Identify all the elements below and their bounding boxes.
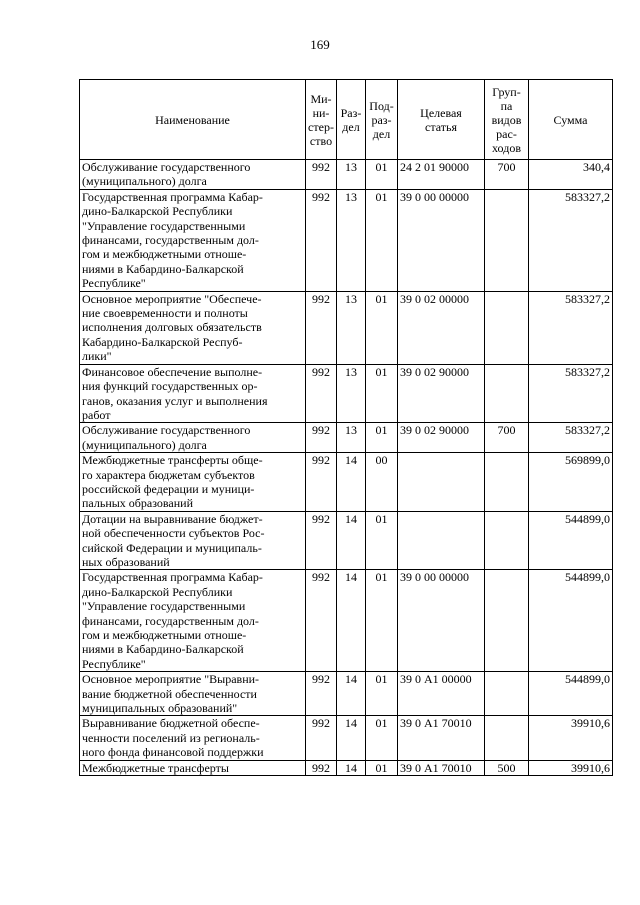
row-subsection: 01 <box>366 189 398 291</box>
row-subsection: 00 <box>366 453 398 512</box>
row-target <box>398 453 485 512</box>
table-body <box>80 160 613 776</box>
row-expense-group: 700 <box>485 160 529 190</box>
row-name-line: гом и межбюджетными отноше- <box>82 628 247 642</box>
table-row <box>80 160 613 190</box>
row-subsection: 01 <box>366 423 398 453</box>
row-sum: 544899,0 <box>529 672 613 716</box>
table-row <box>80 423 613 453</box>
header-section <box>337 80 366 160</box>
header-line: ходов <box>492 140 521 155</box>
row-section: 14 <box>337 672 366 716</box>
row-name-line: Кабардино-Балкарской Респуб- <box>82 334 243 349</box>
row-expense-group <box>485 453 529 512</box>
row-name-line: Основное мероприятие "Выравни- <box>82 672 260 687</box>
row-sum: 583327,2 <box>529 291 613 364</box>
header-line: рас- <box>496 126 517 141</box>
row-subsection: 01 <box>366 160 398 190</box>
table-row <box>80 672 613 716</box>
row-name-line: Государственная программа Кабар- <box>82 570 263 585</box>
row-name-line: российской федерации и муници- <box>82 481 255 496</box>
row-sum: 583327,2 <box>529 189 613 291</box>
row-name-line: ного фонда финансовой поддержки <box>82 745 264 760</box>
header-line: Раз- <box>340 105 362 120</box>
table-header-row <box>80 80 613 160</box>
header-line: дел <box>342 119 360 134</box>
row-name <box>80 672 306 716</box>
row-subsection: 01 <box>366 672 398 716</box>
row-expense-group: 500 <box>485 760 529 775</box>
row-section: 13 <box>337 160 366 190</box>
row-target: 39 0 А1 00000 <box>398 672 485 716</box>
row-name-line: Межбюджетные трансферты обще- <box>82 453 263 468</box>
row-name-line: (муниципального) долга <box>82 174 207 189</box>
row-name-line: Финансовое обеспечение выполне- <box>82 364 263 379</box>
row-section: 14 <box>337 716 366 760</box>
row-name-line: Дотации на выравнивание бюджет- <box>82 511 263 526</box>
row-name-line: ной обеспеченности субъектов Рос- <box>82 526 265 541</box>
row-sum: 544899,0 <box>529 511 613 570</box>
row-name-line: финансами, государственным дол- <box>82 233 259 248</box>
row-target: 24 2 01 90000 <box>398 160 485 190</box>
row-name-line: "Управление государственными <box>82 218 246 233</box>
row-name-line: Межбюджетные трансферты <box>82 760 229 775</box>
row-sum: 583327,2 <box>529 364 613 423</box>
table-row <box>80 511 613 570</box>
row-name-line: муниципальных образований" <box>82 701 238 716</box>
row-name-line: Основное мероприятие "Обеспече- <box>82 291 262 306</box>
row-section: 14 <box>337 760 366 775</box>
row-subsection: 01 <box>366 364 398 423</box>
row-name-line: Обслуживание государственного <box>82 160 251 174</box>
row-expense-group <box>485 672 529 716</box>
page-number: 169 <box>310 37 330 52</box>
row-sum: 340,4 <box>529 160 613 190</box>
row-subsection: 01 <box>366 511 398 570</box>
table-row <box>80 570 613 672</box>
row-expense-group: 700 <box>485 423 529 453</box>
row-name-line: ных образований <box>82 554 170 569</box>
header-expense-group <box>485 80 529 160</box>
row-name-line: лики" <box>82 349 112 364</box>
row-section: 13 <box>337 189 366 291</box>
row-ministry: 992 <box>306 511 337 570</box>
row-name <box>80 511 306 570</box>
row-target: 39 0 А1 70010 <box>398 760 485 775</box>
row-name-line: Республике" <box>82 276 146 291</box>
row-ministry: 992 <box>306 160 337 190</box>
row-expense-group <box>485 189 529 291</box>
row-name-line: финансами, государственным дол- <box>82 613 259 628</box>
header-ministry <box>306 80 337 160</box>
header-line: видов <box>491 112 522 127</box>
row-name-line: Обслуживание государственного <box>82 423 251 438</box>
row-name-line: ние своевременности и полноты <box>82 306 248 321</box>
row-target: 39 0 А1 70010 <box>398 716 485 760</box>
header-name: Наименование <box>80 80 306 160</box>
table-row <box>80 453 613 512</box>
row-ministry: 992 <box>306 364 337 423</box>
row-name-line: гом и межбюджетными отноше- <box>82 247 247 262</box>
row-sum: 569899,0 <box>529 453 613 512</box>
row-target: 39 0 00 00000 <box>398 189 485 291</box>
header-subsection <box>366 80 398 160</box>
row-name <box>80 364 306 423</box>
row-section: 13 <box>337 423 366 453</box>
header-line: Ми- <box>310 91 332 106</box>
row-subsection: 01 <box>366 570 398 672</box>
row-name-line: ниями в Кабардино-Балкарской <box>82 642 244 657</box>
row-name-line: (муниципального) долга <box>82 437 207 452</box>
row-name <box>80 160 306 190</box>
row-name-line: вание бюджетной обеспеченности <box>82 686 257 701</box>
row-sum: 544899,0 <box>529 570 613 672</box>
row-ministry: 992 <box>306 672 337 716</box>
table-row <box>80 760 613 775</box>
header-line: Груп- <box>492 84 521 99</box>
row-expense-group <box>485 364 529 423</box>
row-name-line: Республике" <box>82 656 146 671</box>
header-line: па <box>500 98 513 113</box>
budget-table <box>79 79 613 776</box>
row-name-line: ченности поселений из региональ- <box>82 730 260 745</box>
row-sum: 39910,6 <box>529 760 613 775</box>
row-ministry: 992 <box>306 189 337 291</box>
header-line: раз- <box>371 112 392 127</box>
row-name-line: ниями в Кабардино-Балкарской <box>82 261 244 276</box>
table-row <box>80 291 613 364</box>
row-target: 39 0 02 90000 <box>398 423 485 453</box>
row-name <box>80 189 306 291</box>
row-expense-group <box>485 716 529 760</box>
row-name-line: Государственная программа Кабар- <box>82 189 263 204</box>
row-name-line: пальных образований <box>82 496 193 511</box>
row-section: 13 <box>337 291 366 364</box>
header-target <box>398 80 485 160</box>
row-name-line: сийской Федерации и муниципаль- <box>82 540 262 555</box>
row-name <box>80 453 306 512</box>
row-target <box>398 511 485 570</box>
row-name-line: го характера бюджетам субъектов <box>82 467 255 482</box>
row-name <box>80 423 306 453</box>
row-sum: 583327,2 <box>529 423 613 453</box>
row-ministry: 992 <box>306 716 337 760</box>
header-line: стер- <box>308 119 334 134</box>
row-target: 39 0 00 00000 <box>398 570 485 672</box>
header-sum: Сумма <box>529 80 613 160</box>
header-line: ство <box>309 133 333 148</box>
row-name-line: работ <box>82 407 111 422</box>
row-ministry: 992 <box>306 570 337 672</box>
row-section: 14 <box>337 570 366 672</box>
row-sum: 39910,6 <box>529 716 613 760</box>
row-section: 14 <box>337 453 366 512</box>
row-expense-group <box>485 511 529 570</box>
row-name <box>80 760 306 775</box>
row-name-line: ния функций государственных ор- <box>82 379 258 394</box>
row-name-line: "Управление государственными <box>82 599 246 614</box>
header-line: ни- <box>312 105 330 120</box>
row-subsection: 01 <box>366 716 398 760</box>
row-ministry: 992 <box>306 760 337 775</box>
row-section: 13 <box>337 364 366 423</box>
row-section: 14 <box>337 511 366 570</box>
header-line: дел <box>372 126 391 141</box>
row-name <box>80 291 306 364</box>
header-line: Под- <box>369 98 394 113</box>
row-subsection: 01 <box>366 760 398 775</box>
table-row <box>80 364 613 423</box>
row-ministry: 992 <box>306 423 337 453</box>
header-line: Целевая <box>420 105 462 120</box>
row-target: 39 0 02 00000 <box>398 291 485 364</box>
row-target: 39 0 02 90000 <box>398 364 485 423</box>
row-name-line: Выравнивание бюджетной обеспе- <box>82 716 260 731</box>
row-name-line: исполнения долговых обязательств <box>82 320 262 335</box>
header-line: статья <box>425 119 457 134</box>
row-name <box>80 716 306 760</box>
row-subsection: 01 <box>366 291 398 364</box>
table-row <box>80 189 613 291</box>
row-expense-group <box>485 291 529 364</box>
row-name-line: дино-Балкарской Республики <box>82 204 233 219</box>
row-name-line: дино-Балкарской Республики <box>82 584 233 599</box>
table-row <box>80 716 613 760</box>
row-name <box>80 570 306 672</box>
row-ministry: 992 <box>306 291 337 364</box>
row-ministry: 992 <box>306 453 337 512</box>
row-name-line: ганов, оказания услуг и выполнения <box>82 393 268 408</box>
row-expense-group <box>485 570 529 672</box>
